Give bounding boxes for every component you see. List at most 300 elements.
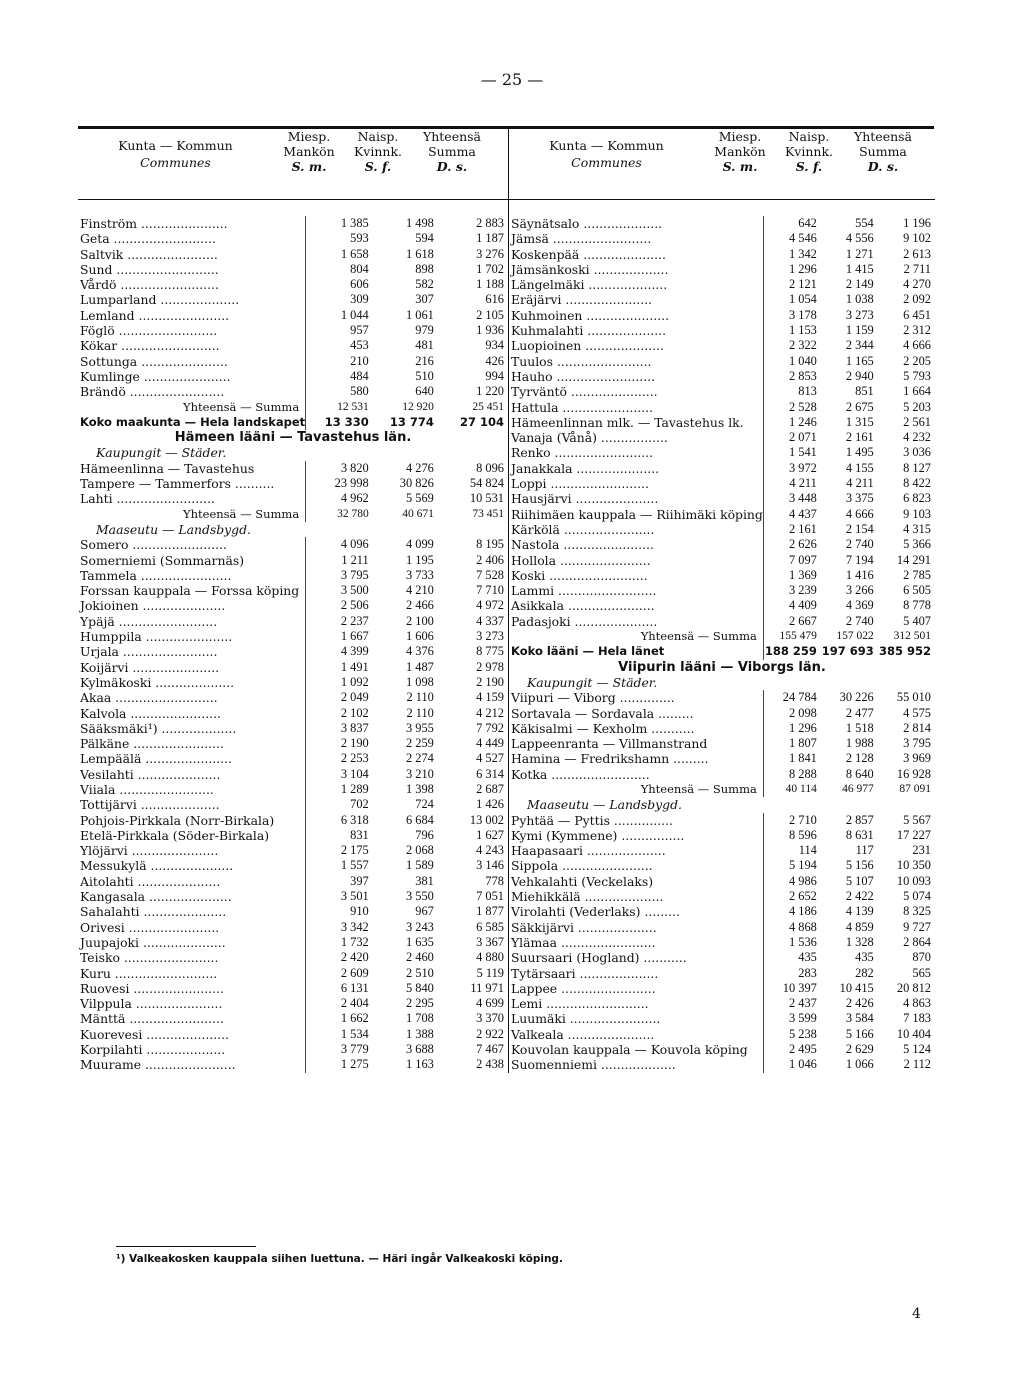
table-row: [509, 996, 935, 1011]
total-count: 20 812: [896, 980, 931, 995]
header-yht: [412, 129, 492, 174]
total-count: 1 426: [476, 797, 504, 812]
commune-name: Lammi .........................: [511, 583, 657, 599]
table-row: [78, 614, 508, 629]
female-count: 724: [415, 797, 434, 812]
total-count: 2 105: [476, 307, 504, 322]
male-count: 188 259: [763, 644, 820, 659]
commune-name: Luumäki .......................: [511, 1011, 661, 1027]
male-count: 2 528: [763, 400, 820, 415]
male-count: 1 153: [763, 323, 820, 338]
commune-name: Sääksmäki¹) ...................: [80, 720, 237, 736]
total-count: 6 314: [476, 766, 504, 781]
total-count: 4 159: [476, 690, 504, 705]
commune-name: Suursaari (Hogland) ...........: [511, 950, 687, 966]
commune-name: Saltvik .......................: [80, 246, 218, 262]
italic-row: [509, 675, 935, 690]
italic-row: [78, 522, 508, 537]
table-row: [509, 736, 935, 751]
table-row: [78, 904, 508, 919]
total-count: 1 187: [476, 231, 504, 246]
footnote-rule: [116, 1246, 256, 1247]
female-count: 12 920: [402, 400, 434, 413]
male-count: 2 102: [306, 706, 373, 721]
heading-row: [509, 660, 935, 675]
total-count: 14 291: [896, 552, 931, 567]
commune-name: Kylmäkoski ....................: [80, 674, 235, 690]
female-count: 3 955: [405, 720, 434, 735]
female-count: 481: [415, 338, 434, 353]
table-row: [78, 323, 508, 338]
table-row: [78, 660, 508, 675]
male-count: 3 448: [763, 491, 820, 506]
female-count: 3 375: [845, 491, 874, 506]
male-count: 1 667: [306, 629, 373, 644]
commune-name: Korpilahti ....................: [80, 1042, 226, 1058]
table-row: [509, 981, 935, 996]
table-row: [78, 736, 508, 751]
table-row: [78, 1042, 508, 1057]
female-count: 851: [855, 384, 874, 399]
commune-name: Pyhtää — Pyttis ...............: [511, 812, 673, 828]
commune-name: Asikkala ......................: [511, 598, 655, 614]
commune-name: Pälkäne .......................: [80, 736, 224, 752]
total-count: 4 337: [476, 613, 504, 628]
female-count: 4 139: [845, 904, 874, 919]
female-count: 381: [415, 873, 434, 888]
commune-name: Kouvolan kauppala — Kouvola köping: [511, 1042, 748, 1058]
commune-name: Urjala ........................: [80, 644, 218, 660]
total-count: 231: [912, 843, 931, 858]
female-count: 4 276: [405, 460, 434, 475]
total-count: 2 922: [476, 1026, 504, 1041]
total-count: 1 627: [476, 827, 504, 842]
total-count: 4 699: [476, 996, 504, 1011]
commune-name: Ylämaa ........................: [511, 934, 656, 950]
total-count: 7 528: [476, 567, 504, 582]
commune-name: Ylöjärvi ......................: [80, 843, 219, 859]
commune-name: Yhteensä — Summa: [640, 629, 757, 644]
table-row: [78, 537, 508, 552]
table-row: [509, 920, 935, 935]
commune-name: Föglö .........................: [80, 323, 218, 339]
table-row: [78, 1011, 508, 1026]
commune-name: Sortavala — Sordavala .........: [511, 705, 694, 721]
total-count: 3 276: [476, 246, 504, 261]
female-count: 4 859: [845, 919, 874, 934]
male-count: 114: [763, 843, 820, 858]
table-row: [509, 476, 935, 491]
female-count: 979: [415, 323, 434, 338]
total-count: 6 823: [903, 491, 931, 506]
table-row: [509, 1011, 935, 1026]
table-row: [78, 1057, 508, 1072]
total-count: 2 190: [476, 674, 504, 689]
commune-name: Brändö ........................: [80, 384, 225, 400]
female-count: 3 550: [405, 889, 434, 904]
table-row: [78, 828, 508, 843]
male-count: 3 779: [306, 1042, 373, 1057]
female-count: 2 426: [845, 996, 874, 1011]
commune-name: Valkeala ......................: [511, 1026, 655, 1042]
table-row: [509, 904, 935, 919]
commune-name: Finström ......................: [80, 216, 228, 231]
table-row: [78, 1027, 508, 1042]
header-yht-fr: D. s.: [436, 159, 468, 174]
female-count: 1 398: [405, 781, 434, 796]
total-count: 2 883: [476, 216, 504, 230]
female-count: 5 107: [845, 873, 874, 888]
total-count: 1 220: [476, 384, 504, 399]
male-count: 3 599: [763, 1011, 820, 1026]
female-count: 582: [415, 277, 434, 292]
male-count: 1 296: [763, 262, 820, 277]
total-count: 426: [485, 353, 504, 368]
total-count: 4 270: [903, 277, 931, 292]
total-count: 9 727: [903, 919, 931, 934]
female-count: 3 733: [405, 567, 434, 582]
female-count: 3 273: [845, 307, 874, 322]
total-count: 5 366: [903, 537, 931, 552]
header-miesp: [274, 129, 344, 174]
male-count: 1 732: [306, 935, 373, 950]
female-count: 30 826: [399, 476, 434, 491]
total-count: 5 567: [903, 812, 931, 827]
female-count: 3 688: [405, 1042, 434, 1057]
female-count: 1 708: [405, 1011, 434, 1026]
female-count: 2 740: [845, 537, 874, 552]
header-miesp-fi-right: Miesp.: [718, 129, 762, 144]
total-count: 8 195: [476, 537, 504, 552]
male-count: 2 121: [763, 277, 820, 292]
male-count: 8 596: [763, 828, 820, 843]
total-count: 4 243: [476, 843, 504, 858]
female-count: 3 584: [845, 1011, 874, 1026]
header-kunta-label-right: Kunta — Kommun: [549, 138, 664, 153]
commune-name: Loppi .........................: [511, 476, 649, 492]
male-count: 2 098: [763, 706, 820, 721]
commune-name: Nastola .......................: [511, 537, 654, 553]
male-count: 2 626: [763, 537, 820, 552]
table-row: [509, 369, 935, 384]
commune-name: Tampere — Tammerfors ..........: [80, 476, 275, 492]
female-count: 1 159: [845, 323, 874, 338]
page-number: — 25 —: [480, 70, 544, 89]
table-row: [509, 843, 935, 858]
commune-name: Ypäjä .........................: [80, 613, 218, 629]
table-row: [78, 216, 508, 231]
table-row: [78, 889, 508, 904]
right-column: [508, 129, 935, 1073]
header-miesp-sv-right: Mankön: [714, 144, 766, 159]
total-count: 3 036: [903, 445, 931, 460]
male-count: 1 807: [763, 736, 820, 751]
male-count: 1 040: [763, 354, 820, 369]
female-count: 2 940: [845, 368, 874, 383]
male-count: 580: [306, 384, 373, 399]
commune-name: Yhteensä — Summa: [640, 781, 757, 796]
male-count: 2 049: [306, 690, 373, 705]
table-row: [509, 292, 935, 307]
table-row: [509, 1057, 935, 1072]
subsection-label: Maaseutu — Landsbygd.: [96, 521, 251, 537]
total-count: 778: [485, 873, 504, 888]
header-yht-fr-right: D. s.: [867, 159, 899, 174]
male-count: 1 246: [763, 415, 820, 430]
male-count: 2 404: [306, 996, 373, 1011]
female-count: 1 061: [405, 307, 434, 322]
male-count: 4 986: [763, 874, 820, 889]
left-column: [78, 129, 508, 1073]
table-row: [78, 690, 508, 705]
table-row: [78, 706, 508, 721]
male-count: 2 506: [306, 598, 373, 613]
table-row: [78, 843, 508, 858]
female-count: 3 243: [405, 919, 434, 934]
commune-name: Tottijärvi ....................: [80, 797, 220, 813]
commune-name: Hamina — Fredrikshamn .........: [511, 751, 709, 767]
header-miesp-fr-right: S. m.: [722, 159, 758, 174]
total-count: 5 119: [476, 965, 504, 980]
female-count: 4 666: [845, 506, 874, 521]
table-row: [78, 644, 508, 659]
commune-name: Humppila ......................: [80, 629, 233, 645]
commune-name: Kuorevesi .....................: [80, 1026, 229, 1042]
total-count: 10 531: [469, 491, 504, 506]
table-row: [509, 1027, 935, 1042]
female-count: 1 618: [405, 246, 434, 261]
commune-name: Kärkölä .......................: [511, 521, 655, 537]
table-row: [509, 813, 935, 828]
male-count: 4 211: [763, 476, 820, 491]
total-count: 2 406: [476, 552, 504, 567]
commune-name: Lempäälä ......................: [80, 751, 232, 767]
commune-name: Viipuri — Viborg ..............: [511, 690, 675, 706]
commune-name: Lemland .......................: [80, 307, 230, 323]
total-count: 6 505: [903, 583, 931, 598]
female-count: 2 068: [405, 843, 434, 858]
male-count: 804: [306, 262, 373, 277]
table-row: [509, 277, 935, 292]
subsection-label: Kaupungit — Städer.: [96, 445, 227, 461]
male-count: 40 114: [763, 782, 820, 797]
commune-name: Somero ........................: [80, 537, 227, 553]
total-count: 4 880: [476, 950, 504, 965]
table-row: [509, 507, 935, 522]
header-miesp-fr: S. m.: [291, 159, 327, 174]
female-count: 5 156: [845, 858, 874, 873]
table-row: [78, 354, 508, 369]
female-count: 2 110: [406, 690, 434, 705]
header-naisp-fi-right: Naisp.: [788, 129, 830, 144]
female-count: 435: [855, 950, 874, 965]
table-row: [509, 583, 935, 598]
total-count: 5 203: [903, 399, 931, 414]
total-count: 17 227: [896, 827, 931, 842]
male-count: 642: [763, 216, 820, 231]
header-yht-fi: Yhteensä: [422, 129, 482, 144]
male-count: 606: [306, 277, 373, 292]
male-count: 283: [763, 966, 820, 981]
total-count: 3 795: [903, 736, 931, 751]
footnote: ¹) Valkeakosken kauppala siihen luettuna. — Häri ingår Valkeakoski köping.: [116, 1253, 563, 1265]
commune-name: Kuhmalahti ....................: [511, 323, 667, 339]
total-count: 54 824: [469, 476, 504, 491]
female-count: 7 194: [845, 552, 874, 567]
total-count: 7 051: [476, 889, 504, 904]
table-row: [78, 338, 508, 353]
male-count: 24 784: [763, 690, 820, 705]
table-row: [509, 262, 935, 277]
male-count: 1 211: [306, 553, 373, 568]
female-count: 2 460: [405, 950, 434, 965]
commune-name: Hämeenlinna — Tavastehus: [80, 460, 255, 476]
male-count: 2 161: [763, 522, 820, 537]
table-row: [78, 384, 508, 399]
commune-name: Jämsänkoski ...................: [511, 261, 669, 277]
total-count: 616: [485, 292, 504, 307]
female-count: 4 369: [845, 598, 874, 613]
male-count: 2 853: [763, 369, 820, 384]
commune-name: Janakkala .....................: [511, 460, 660, 476]
commune-name: Lumparland ....................: [80, 292, 240, 308]
header-kunta: [78, 137, 273, 171]
male-count: 2 667: [763, 614, 820, 629]
female-count: 4 155: [845, 460, 874, 475]
female-count: 4 099: [405, 537, 434, 552]
male-count: 1 534: [306, 1027, 373, 1042]
total-count: 25 451: [472, 400, 504, 413]
female-count: 796: [415, 827, 434, 842]
male-count: 1 491: [306, 660, 373, 675]
table-row: [509, 690, 935, 705]
female-count: 2 161: [845, 430, 874, 445]
heading-row: [78, 430, 508, 445]
table-row: [509, 354, 935, 369]
commune-name: Koski .........................: [511, 567, 648, 583]
table-row: [78, 262, 508, 277]
male-count: 1 275: [306, 1057, 373, 1072]
table-row: [78, 369, 508, 384]
table-row: [78, 996, 508, 1011]
table-row: [78, 813, 508, 828]
total-count: 934: [485, 338, 504, 353]
total-count: 9 103: [903, 506, 931, 521]
total-count: 2 785: [903, 567, 931, 582]
male-count: 3 500: [306, 583, 373, 598]
female-count: 2 154: [845, 521, 874, 536]
table-row: [509, 338, 935, 353]
table-row: [509, 614, 935, 629]
total-count: 2 312: [903, 323, 931, 338]
commune-name: Vilppula ......................: [80, 996, 223, 1012]
table-row: [509, 445, 935, 460]
commune-name: Lappee ........................: [511, 980, 656, 996]
table-row: [509, 400, 935, 415]
male-count: 4 399: [306, 644, 373, 659]
table-row: [78, 782, 508, 797]
table-row: [509, 247, 935, 262]
male-count: 23 998: [306, 476, 373, 491]
total-count: 73 451: [472, 507, 504, 520]
total-count: 7 183: [903, 1011, 931, 1026]
commune-name: Hollola .......................: [511, 552, 651, 568]
female-count: 6 684: [405, 812, 434, 827]
female-count: 4 376: [405, 644, 434, 659]
header-naisp-fr: S. f.: [364, 159, 392, 174]
total-count: 4 527: [476, 751, 504, 766]
total-count: 565: [912, 965, 931, 980]
header-kunta-label: Kunta — Kommun: [118, 138, 233, 153]
female-count: 594: [415, 231, 434, 246]
table-row: [509, 858, 935, 873]
female-count: 117: [855, 843, 874, 858]
male-count: 484: [306, 369, 373, 384]
commune-name: Juupajoki .....................: [80, 934, 226, 950]
header-naisp-fr-right: S. f.: [795, 159, 823, 174]
female-count: 282: [855, 965, 874, 980]
subsection-label: Maaseutu — Landsbygd.: [527, 797, 682, 813]
header-communes-label: Communes: [140, 155, 211, 170]
male-count: 2 322: [763, 338, 820, 353]
total-count: 5 793: [903, 368, 931, 383]
female-count: 2 510: [405, 965, 434, 980]
commune-name: Lemi ..........................: [511, 996, 649, 1012]
commune-name: Akaa ..........................: [80, 690, 218, 706]
total-count: 2 561: [903, 414, 931, 429]
total-count: 7 792: [476, 720, 504, 735]
total-count: 8 775: [476, 644, 504, 659]
female-count: 1 388: [405, 1026, 434, 1041]
table-row: [509, 522, 935, 537]
total-count: 4 666: [903, 338, 931, 353]
male-count: 309: [306, 292, 373, 307]
female-count: 1 195: [405, 552, 434, 567]
total-count: 2 092: [903, 292, 931, 307]
total-count: 8 778: [903, 598, 931, 613]
table-row: [509, 308, 935, 323]
total-count: 3 969: [903, 751, 931, 766]
male-count: 702: [306, 797, 373, 812]
male-count: 1 342: [763, 247, 820, 262]
female-count: 216: [415, 353, 434, 368]
commune-name: Säynätsalo ....................: [511, 216, 663, 231]
commune-name: Etelä-Pirkkala (Söder-Birkala): [80, 827, 270, 843]
male-count: 453: [306, 338, 373, 353]
header-naisp-fi: Naisp.: [357, 129, 399, 144]
male-count: 12 531: [306, 400, 373, 415]
commune-name: Virolahti (Vederlaks) .........: [511, 904, 680, 920]
commune-name: Lahti .........................: [80, 491, 215, 507]
male-count: 8 288: [763, 767, 820, 782]
female-count: 1 163: [405, 1057, 434, 1072]
total-count: 3 367: [476, 934, 504, 949]
table-row: [509, 323, 935, 338]
table-row: [509, 966, 935, 981]
female-count: 2 422: [845, 889, 874, 904]
table-row: [78, 950, 508, 965]
commune-name: Teisko ........................: [80, 950, 219, 966]
commune-name: Koko lääni — Hela länet: [511, 644, 665, 659]
female-count: 197 693: [821, 644, 874, 659]
table-row: [509, 537, 935, 552]
female-count: 554: [855, 216, 874, 230]
female-count: 157 022: [836, 630, 874, 643]
male-count: 2 609: [306, 966, 373, 981]
male-count: 3 178: [763, 308, 820, 323]
total-count: 27 104: [459, 414, 504, 429]
commune-name: Vesilahti .....................: [80, 766, 221, 782]
